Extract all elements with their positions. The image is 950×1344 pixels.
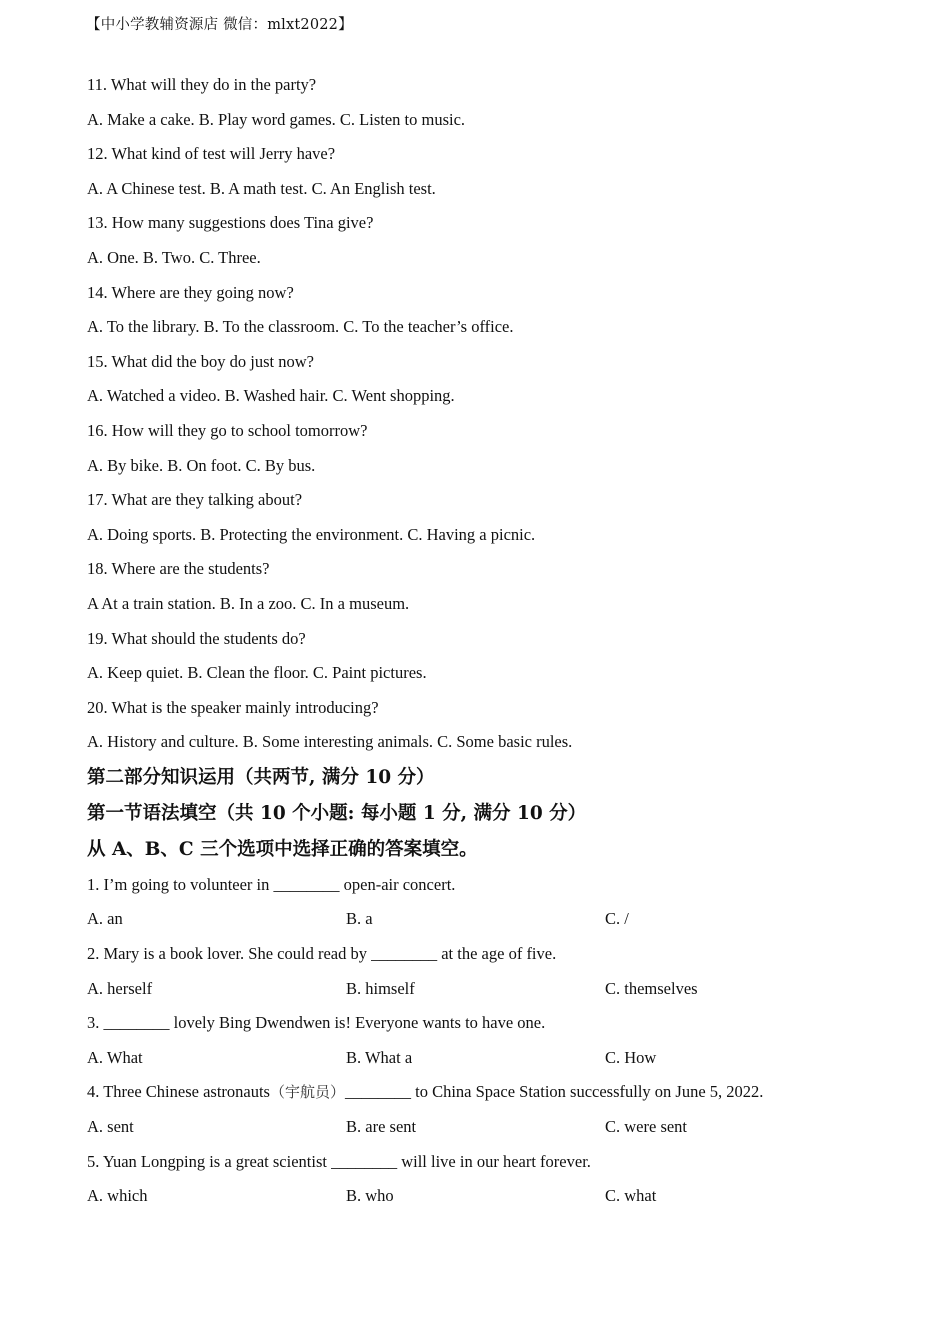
question-13: 13. How many suggestions does Tina give?	[87, 213, 374, 233]
grammar-question-1: 1. I’m going to volunteer in ________ open-air concert.	[87, 874, 456, 894]
listening-section	[87, 68, 887, 760]
options-14: A. To the library. B. To the classroom. C. To the teacher’s office.	[87, 317, 514, 337]
option-c: C. /	[605, 909, 629, 929]
question-11: 11. What will they do in the party?	[87, 75, 317, 94]
question-17: 17. What are they talking about?	[87, 490, 303, 510]
options-17: A. Doing sports. B. Protecting the environment. C. Having a picnic.	[87, 524, 536, 544]
question-19: 19. What should the students do?	[87, 628, 306, 648]
grammar-question-3: 3. ________ lovely Bing Dwendwen is! Everyone wants to have one.	[87, 1013, 546, 1033]
grammar-question-2: 2. Mary is a book lover. She could read by ________ at the age of five.	[87, 944, 557, 964]
option-b: B. What a	[346, 1047, 413, 1067]
options-18: A At a train station. B. In a zoo. C. In a museum.	[87, 593, 410, 613]
options-19: A. Keep quiet. B. Clean the floor. C. Paint pictures.	[87, 663, 427, 683]
grammar-options-1	[87, 902, 887, 937]
options-20: A. History and culture. B. Some interesting animals. C. Some basic rules.	[87, 732, 573, 752]
question-15: 15. What did the boy do just now?	[87, 351, 315, 371]
options-13: A. One. B. Two. C. Three.	[87, 247, 261, 267]
exam-content	[87, 68, 887, 1214]
grammar-options-4	[87, 1110, 887, 1145]
option-c: C. were sent	[605, 1117, 688, 1137]
option-c: C. what	[605, 1186, 657, 1206]
option-a: A. herself	[87, 978, 153, 998]
option-b: B. who	[346, 1186, 394, 1206]
grammar-options-3	[87, 1041, 887, 1076]
question-12: 12. What kind of test will Jerry have?	[87, 144, 336, 164]
option-a: A. What	[87, 1047, 143, 1067]
grammar-options-2	[87, 972, 887, 1007]
option-b: B. a	[346, 909, 373, 929]
question-4-chinese-gloss: （宇航员）	[269, 1083, 345, 1102]
question-16: 16. How will they go to school tomorrow?	[87, 420, 368, 440]
question-4-text-end: ________ to China Space Station successfully on June 5, 2022.	[345, 1082, 764, 1102]
options-12: A. A Chinese test. B. A math test. C. An English test.	[87, 178, 436, 198]
options-16: A. By bike. B. On foot. C. By bus.	[87, 455, 316, 475]
option-c: C. themselves	[605, 978, 698, 998]
question-4-text-start: 4. Three Chinese astronauts	[87, 1082, 270, 1102]
question-14: 14. Where are they going now?	[87, 282, 294, 302]
part2-heading: 第二部分知识运用（共两节, 满分 10 分）	[87, 766, 435, 788]
grammar-section	[87, 868, 887, 1214]
grammar-options-5	[87, 1179, 887, 1214]
option-a: A. sent	[87, 1117, 134, 1137]
option-a: A. which	[87, 1186, 148, 1206]
grammar-question-5: 5. Yuan Longping is a great scientist ________ will live in our heart forever.	[87, 1151, 591, 1171]
grammar-question-4	[87, 1075, 887, 1110]
question-18: 18. Where are the students?	[87, 559, 270, 579]
options-15: A. Watched a video. B. Washed hair. C. Went shopping.	[87, 386, 455, 406]
option-c: C. How	[605, 1047, 657, 1067]
options-11: A. Make a cake. B. Play word games. C. Listen to music.	[87, 109, 466, 129]
source-watermark: 【中小学教辅资源店 微信：mlxt2022】	[86, 17, 353, 33]
option-a: A. an	[87, 909, 123, 929]
option-b: B. are sent	[346, 1117, 417, 1137]
option-b: B. himself	[346, 978, 415, 998]
instruction-heading: 从 A、B、C 三个选项中选择正确的答案填空。	[87, 838, 478, 860]
question-20: 20. What is the speaker mainly introducing?	[87, 697, 379, 717]
section1-heading: 第一节语法填空（共 10 个小题: 每小题 1 分, 满分 10 分）	[87, 802, 587, 824]
